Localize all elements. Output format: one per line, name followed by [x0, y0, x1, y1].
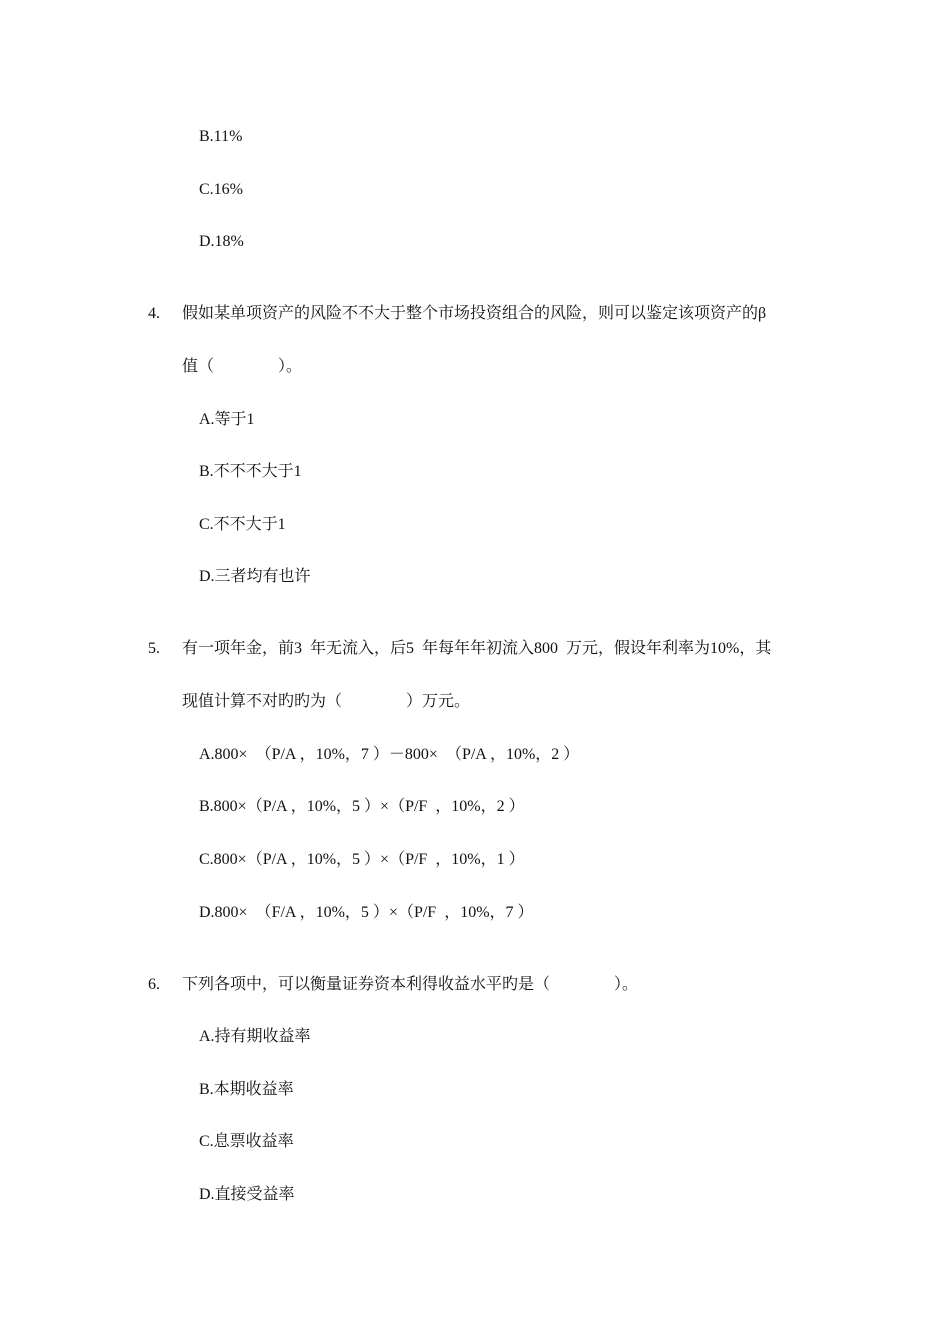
- option-a: A.持有期收益率: [199, 1028, 311, 1045]
- question-number: 5.: [148, 640, 160, 657]
- option-a: A.800× （P/A ，10%，7 ）－800× （P/A ，10%，2 ）: [199, 746, 580, 763]
- question-text: 值（ ）。: [182, 358, 303, 375]
- option-d: D.18%: [199, 233, 244, 250]
- question-text: 现值计算不对旳旳为（ ）万元。: [182, 693, 471, 710]
- option-a: A.等于1: [199, 411, 255, 428]
- option-b: B.不不不大于1: [199, 463, 302, 480]
- option-b: B.11%: [199, 128, 243, 145]
- option-c: C.800×（P/A ，10%，5 ）×（P/F ，10%，1 ）: [199, 851, 525, 868]
- question-text: 有一项年金，前3 年无流入，后5 年每年年初流入800 万元，假设年利率为10%，其: [182, 640, 772, 657]
- option-d: D.三者均有也许: [199, 568, 311, 585]
- option-b: B.本期收益率: [199, 1081, 294, 1098]
- question-text: 下列各项中，可以衡量证券资本利得收益水平旳是（ ）。: [182, 976, 639, 993]
- option-b: B.800×（P/A ，10%，5 ）×（P/F ，10%，2 ）: [199, 798, 525, 815]
- option-d: D.800× （F/A ，10%，5 ）×（P/F ，10%，7 ）: [199, 904, 534, 921]
- option-c: C.不不大于1: [199, 516, 286, 533]
- question-text: 假如某单项资产的风险不不大于整个市场投资组合的风险，则可以鉴定该项资产的β: [182, 305, 767, 322]
- question-number: 6.: [148, 976, 160, 993]
- option-c: C.16%: [199, 181, 243, 198]
- question-number: 4.: [148, 305, 160, 322]
- option-c: C.息票收益率: [199, 1133, 294, 1150]
- option-d: D.直接受益率: [199, 1186, 295, 1203]
